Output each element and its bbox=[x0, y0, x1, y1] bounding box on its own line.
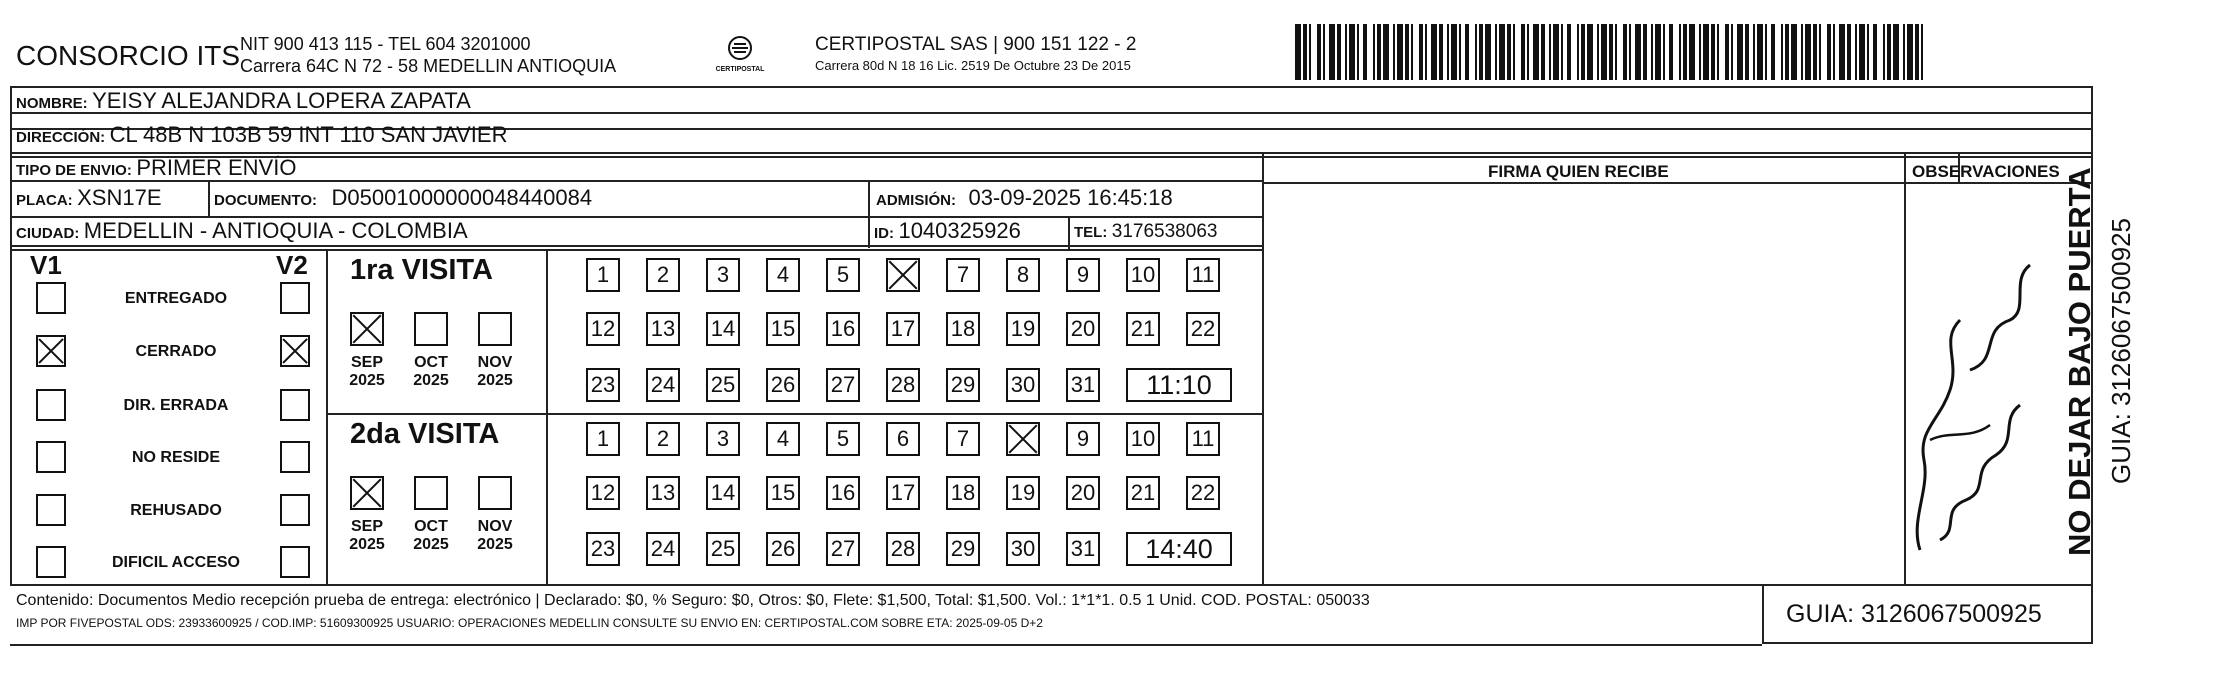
month-name: OCT bbox=[414, 518, 448, 535]
day-box[interactable]: 1 bbox=[586, 422, 620, 456]
v2-checkbox[interactable] bbox=[280, 335, 310, 367]
signature-header: FIRMA QUIEN RECIBE bbox=[1488, 162, 1669, 181]
barcode-bar bbox=[1349, 24, 1355, 80]
day-box[interactable]: 20 bbox=[1066, 476, 1100, 510]
name-label: NOMBRE: bbox=[16, 95, 88, 112]
id-number: 1040325926 bbox=[898, 218, 1021, 243]
day-box[interactable]: 9 bbox=[1066, 258, 1100, 292]
month-year: 2025 bbox=[477, 372, 513, 389]
v1-checkbox[interactable] bbox=[36, 546, 66, 578]
plate: XSN17E bbox=[77, 185, 162, 210]
month-name: NOV bbox=[477, 354, 513, 371]
day-box[interactable]: 29 bbox=[946, 368, 980, 402]
plate-label: PLACA: bbox=[16, 192, 73, 209]
barcode-bar bbox=[1567, 24, 1571, 80]
barcode-bar bbox=[1689, 24, 1695, 80]
document-number: D05001000000048440084 bbox=[331, 185, 593, 210]
day-box[interactable]: 1 bbox=[586, 258, 620, 292]
day-box[interactable]: 18 bbox=[946, 476, 980, 510]
month-label bbox=[406, 518, 456, 554]
day-box[interactable]: 17 bbox=[886, 312, 920, 346]
month-name: SEP bbox=[350, 518, 383, 535]
day-box[interactable]: 7 bbox=[946, 258, 980, 292]
city: MEDELLIN - ANTIOQUIA - COLOMBIA bbox=[83, 218, 468, 243]
courier-name: CERTIPOSTAL SAS | 900 151 122 - 2 bbox=[815, 34, 1137, 55]
barcode-bar bbox=[1495, 24, 1497, 80]
month-checkbox[interactable] bbox=[350, 312, 384, 346]
visit-title: 2da VISITA bbox=[350, 418, 500, 450]
day-box[interactable]: 26 bbox=[766, 532, 800, 566]
barcode-bar bbox=[1601, 24, 1607, 80]
imp-line: IMP POR FIVEPOSTAL ODS: 23933600925 / COD.IMP: 51609300925 USUARIO: OPERACIONES MEDELLIN CONSULTE SU ENVIO EN: CERTIPOSTAL.COM SOBRE ETA: 2025-09-05 D+2 bbox=[16, 616, 1043, 630]
reason-label: DIFICIL ACCESO bbox=[111, 554, 240, 571]
v2-checkbox[interactable] bbox=[280, 389, 310, 421]
tel-label: TEL: bbox=[1074, 224, 1108, 241]
company-address: Carrera 64C N 72 - 58 MEDELLIN ANTIOQUIA bbox=[240, 56, 617, 76]
day-box[interactable]: 8 bbox=[1006, 258, 1040, 292]
day-box[interactable]: 10 bbox=[1126, 258, 1160, 292]
barcode-bar bbox=[1475, 24, 1477, 80]
logo-text: CERTIPOSTAL bbox=[715, 66, 765, 73]
day-box[interactable]: 5 bbox=[826, 422, 860, 456]
barcode-bar bbox=[1731, 24, 1733, 80]
day-box[interactable]: 12 bbox=[586, 312, 620, 346]
barcode-bar bbox=[1867, 24, 1869, 80]
name-row bbox=[16, 88, 471, 114]
month-name: OCT bbox=[414, 354, 448, 371]
barcode-bar bbox=[1711, 24, 1715, 80]
tel-row bbox=[1074, 221, 1217, 243]
reason-label: ENTREGADO bbox=[124, 290, 228, 307]
day-box[interactable]: 27 bbox=[826, 368, 860, 402]
barcode-bar bbox=[1507, 24, 1511, 80]
day-box[interactable]: 22 bbox=[1186, 476, 1220, 510]
barcode-bar bbox=[1737, 24, 1743, 80]
recipient-name: YEISY ALEJANDRA LOPERA ZAPATA bbox=[92, 88, 471, 113]
barcode-bar bbox=[1893, 24, 1899, 80]
barcode-bar bbox=[1745, 24, 1749, 80]
barcode-bar bbox=[1757, 24, 1763, 80]
visit-time[interactable]: 14:40 bbox=[1126, 532, 1232, 566]
barcode-bar bbox=[1887, 24, 1891, 80]
barcode-bar bbox=[1459, 24, 1461, 80]
barcode-bar bbox=[1785, 24, 1789, 80]
barcode-bar bbox=[1635, 24, 1641, 80]
day-box[interactable]: 24 bbox=[646, 368, 680, 402]
month-label bbox=[470, 518, 520, 554]
barcode-bar bbox=[1855, 24, 1857, 80]
day-box[interactable]: 19 bbox=[1006, 476, 1040, 510]
plate-row bbox=[16, 185, 162, 211]
day-box[interactable]: 2 bbox=[646, 258, 680, 292]
visit-title: 1ra VISITA bbox=[350, 254, 493, 286]
day-box[interactable]: 7 bbox=[946, 422, 980, 456]
v1-checkbox[interactable] bbox=[36, 335, 66, 367]
day-box[interactable]: 31 bbox=[1066, 532, 1100, 566]
reason-label: NO RESIDE bbox=[131, 449, 220, 466]
month-label bbox=[470, 354, 520, 390]
barcode-bar bbox=[1513, 24, 1515, 80]
barcode-bar bbox=[1827, 24, 1831, 80]
reason-label: REHUSADO bbox=[130, 502, 222, 519]
month-label bbox=[406, 354, 456, 390]
day-box[interactable]: 25 bbox=[706, 532, 740, 566]
barcode bbox=[1295, 24, 1930, 80]
day-box[interactable]: 11 bbox=[1186, 422, 1220, 456]
month-checkbox[interactable] bbox=[478, 312, 512, 346]
barcode-bar bbox=[1329, 24, 1335, 80]
barcode-bar bbox=[1839, 24, 1845, 80]
barcode-bar bbox=[1813, 24, 1817, 80]
month-name: NOV bbox=[477, 518, 513, 535]
barcode-bar bbox=[1859, 24, 1865, 80]
barcode-bar bbox=[1357, 24, 1359, 80]
day-box[interactable] bbox=[886, 258, 920, 292]
barcode-bar bbox=[1765, 24, 1767, 80]
barcode-bar bbox=[1499, 24, 1505, 80]
barcode-bar bbox=[1921, 24, 1923, 80]
barcode-bar bbox=[1447, 24, 1449, 80]
day-box[interactable]: 12 bbox=[586, 476, 620, 510]
observations-header: OBSERVACIONES bbox=[1912, 162, 2060, 181]
day-box[interactable]: 17 bbox=[886, 476, 920, 510]
barcode-bar bbox=[1609, 24, 1613, 80]
tel-number: 3176538063 bbox=[1111, 221, 1218, 242]
barcode-bar bbox=[1345, 24, 1347, 80]
city-row bbox=[16, 218, 468, 244]
barcode-bar bbox=[1377, 24, 1381, 80]
barcode-bar bbox=[1683, 24, 1687, 80]
barcode-bar bbox=[1833, 24, 1835, 80]
barcode-bar bbox=[1541, 24, 1545, 80]
barcode-bar bbox=[1655, 24, 1661, 80]
day-box[interactable]: 16 bbox=[826, 476, 860, 510]
city-label: CIUDAD: bbox=[16, 225, 80, 242]
month-checkbox[interactable] bbox=[350, 476, 384, 510]
day-box[interactable]: 28 bbox=[886, 532, 920, 566]
barcode-bar bbox=[1425, 24, 1427, 80]
barcode-bar bbox=[1553, 24, 1559, 80]
day-box[interactable]: 20 bbox=[1066, 312, 1100, 346]
company-name: CONSORCIO ITS bbox=[16, 40, 241, 71]
admission-label: ADMISIÓN: bbox=[876, 192, 956, 209]
day-box[interactable]: 24 bbox=[646, 532, 680, 566]
send-type-row bbox=[16, 155, 296, 181]
send-type: PRIMER ENVÍO bbox=[136, 155, 297, 180]
barcode-bar bbox=[1847, 24, 1851, 80]
day-box[interactable]: 30 bbox=[1006, 532, 1040, 566]
day-box[interactable]: 25 bbox=[706, 368, 740, 402]
day-box[interactable]: 29 bbox=[946, 532, 980, 566]
v1-checkbox[interactable] bbox=[36, 441, 66, 473]
barcode-bar bbox=[1577, 24, 1579, 80]
id-label: ID: bbox=[874, 225, 894, 242]
reason-label: CERRADO bbox=[135, 343, 217, 360]
barcode-bar bbox=[1587, 24, 1593, 80]
day-box[interactable]: 6 bbox=[886, 422, 920, 456]
courier-address: Carrera 80d N 18 16 Lic. 2519 De Octubre 23 De 2015 bbox=[815, 58, 1131, 73]
barcode-bar bbox=[1303, 24, 1307, 80]
admission-row bbox=[876, 185, 1173, 211]
barcode-bar bbox=[1623, 24, 1627, 80]
month-year: 2025 bbox=[413, 372, 449, 389]
barcode-bar bbox=[1801, 24, 1803, 80]
day-box[interactable]: 13 bbox=[646, 312, 680, 346]
barcode-bar bbox=[1393, 24, 1395, 80]
side-guia-text: GUIA: 3126067500925 bbox=[2106, 218, 2136, 484]
v2-checkbox[interactable] bbox=[280, 546, 310, 578]
barcode-bar bbox=[1717, 24, 1719, 80]
day-box[interactable]: 3 bbox=[706, 422, 740, 456]
day-box[interactable]: 28 bbox=[886, 368, 920, 402]
barcode-bar bbox=[1451, 24, 1457, 80]
reason-label: DIR. ERRADA bbox=[123, 397, 229, 414]
barcode-bar bbox=[1597, 24, 1599, 80]
barcode-bar bbox=[1629, 24, 1631, 80]
month-year: 2025 bbox=[349, 536, 385, 553]
day-box[interactable]: 27 bbox=[826, 532, 860, 566]
barcode-bar bbox=[1651, 24, 1653, 80]
barcode-bar bbox=[1295, 24, 1301, 80]
barcode-bar bbox=[1753, 24, 1755, 80]
barcode-bar bbox=[1373, 24, 1375, 80]
month-name: SEP bbox=[350, 354, 383, 371]
day-box[interactable]: 14 bbox=[706, 312, 740, 346]
barcode-bar bbox=[1771, 24, 1775, 80]
day-box[interactable] bbox=[1006, 422, 1040, 456]
day-box[interactable]: 21 bbox=[1126, 312, 1160, 346]
barcode-bar bbox=[1915, 24, 1919, 80]
v2-checkbox[interactable] bbox=[280, 494, 310, 526]
barcode-bar bbox=[1643, 24, 1647, 80]
day-box[interactable]: 30 bbox=[1006, 368, 1040, 402]
v1-checkbox[interactable] bbox=[36, 389, 66, 421]
barcode-bar bbox=[1549, 24, 1551, 80]
v1-checkbox[interactable] bbox=[36, 494, 66, 526]
v2-checkbox[interactable] bbox=[280, 441, 310, 473]
barcode-bar bbox=[1615, 24, 1617, 80]
day-box[interactable]: 2 bbox=[646, 422, 680, 456]
send-type-label: TIPO DE ENVIO: bbox=[16, 162, 132, 179]
address-row bbox=[16, 122, 507, 148]
barcode-bar bbox=[1527, 24, 1529, 80]
day-box[interactable]: 10 bbox=[1126, 422, 1160, 456]
month-checkbox[interactable] bbox=[414, 476, 448, 510]
id-row bbox=[874, 218, 1021, 244]
day-box[interactable]: 5 bbox=[826, 258, 860, 292]
barcode-bar bbox=[1781, 24, 1783, 80]
company-nit: NIT 900 413 115 - TEL 604 3201000 bbox=[240, 34, 531, 54]
barcode-bar bbox=[1533, 24, 1539, 80]
day-box[interactable]: 23 bbox=[586, 368, 620, 402]
day-box[interactable]: 11 bbox=[1186, 258, 1220, 292]
document-label: DOCUMENTO: bbox=[214, 192, 318, 209]
barcode-bar bbox=[1521, 24, 1525, 80]
month-year: 2025 bbox=[477, 536, 513, 553]
barcode-bar bbox=[1397, 24, 1403, 80]
barcode-bar bbox=[1439, 24, 1443, 80]
barcode-bar bbox=[1883, 24, 1885, 80]
v2-checkbox[interactable] bbox=[280, 282, 310, 314]
month-year: 2025 bbox=[413, 536, 449, 553]
barcode-bar bbox=[1663, 24, 1665, 80]
month-checkbox[interactable] bbox=[414, 312, 448, 346]
barcode-bar bbox=[1805, 24, 1811, 80]
day-box[interactable]: 31 bbox=[1066, 368, 1100, 402]
barcode-bar bbox=[1873, 24, 1877, 80]
address-label: DIRECCIÓN: bbox=[16, 129, 106, 146]
v1-label: V1 bbox=[30, 250, 62, 280]
day-box[interactable]: 15 bbox=[766, 476, 800, 510]
certipostal-logo bbox=[710, 34, 770, 78]
v2-label: V2 bbox=[276, 250, 308, 280]
day-box[interactable]: 13 bbox=[646, 476, 680, 510]
barcode-bar bbox=[1411, 24, 1413, 80]
barcode-bar bbox=[1323, 24, 1325, 80]
side-warning bbox=[2062, 56, 2102, 556]
admission-date: 03-09-2025 16:45:18 bbox=[968, 185, 1173, 210]
barcode-bar bbox=[1317, 24, 1321, 80]
barcode-bar bbox=[1431, 24, 1437, 80]
v1-checkbox[interactable] bbox=[36, 282, 66, 314]
barcode-bar bbox=[1725, 24, 1729, 80]
barcode-bar bbox=[1703, 24, 1709, 80]
barcode-bar bbox=[1383, 24, 1389, 80]
month-label bbox=[342, 518, 392, 554]
barcode-bar bbox=[1581, 24, 1585, 80]
barcode-bar bbox=[1679, 24, 1681, 80]
day-box[interactable]: 19 bbox=[1006, 312, 1040, 346]
document-row bbox=[214, 185, 592, 211]
barcode-bar bbox=[1791, 24, 1797, 80]
month-checkbox[interactable] bbox=[478, 476, 512, 510]
content-line: Contenido: Documentos Medio recepción prueba de entrega: electrónico | Declarado: $0, % Seguro: $0, Otros: $0, Flete: $1,500, Total: $1,500. Vol.: 1*1*1. 0.5 1 Unid. COD. POSTAL: 050033 bbox=[16, 592, 1370, 609]
barcode-bar bbox=[1561, 24, 1563, 80]
day-box[interactable]: 16 bbox=[826, 312, 860, 346]
side-guia bbox=[2106, 84, 2146, 484]
barcode-bar bbox=[1903, 24, 1905, 80]
barcode-bar bbox=[1337, 24, 1341, 80]
barcode-bar bbox=[1405, 24, 1409, 80]
barcode-bar bbox=[1479, 24, 1483, 80]
day-box[interactable]: 15 bbox=[766, 312, 800, 346]
barcode-bar bbox=[1485, 24, 1491, 80]
barcode-bar bbox=[1699, 24, 1701, 80]
visit-time[interactable]: 11:10 bbox=[1126, 368, 1232, 402]
day-box[interactable]: 4 bbox=[766, 258, 800, 292]
barcode-bar bbox=[1907, 24, 1913, 80]
barcode-bar bbox=[1419, 24, 1423, 80]
day-box[interactable]: 9 bbox=[1066, 422, 1100, 456]
recipient-address: CL 48B N 103B 59 INT 110 SAN JAVIER bbox=[109, 122, 508, 147]
day-box[interactable]: 23 bbox=[586, 532, 620, 566]
day-box[interactable]: 18 bbox=[946, 312, 980, 346]
handwritten-signature bbox=[1900, 240, 2040, 560]
no-dejar-bajo-puerta: NO DEJAR BAJO PUERTA bbox=[2062, 167, 2097, 556]
month-label bbox=[342, 354, 392, 390]
day-box[interactable]: 3 bbox=[706, 258, 740, 292]
footer-guia: GUIA: 3126067500925 bbox=[1786, 600, 2042, 628]
barcode-bar bbox=[1819, 24, 1821, 80]
barcode-bar bbox=[1309, 24, 1311, 80]
day-box[interactable]: 26 bbox=[766, 368, 800, 402]
day-box[interactable]: 4 bbox=[766, 422, 800, 456]
day-box[interactable]: 22 bbox=[1186, 312, 1220, 346]
day-box[interactable]: 21 bbox=[1126, 476, 1160, 510]
barcode-bar bbox=[1363, 24, 1367, 80]
barcode-bar bbox=[1669, 24, 1673, 80]
month-year: 2025 bbox=[349, 372, 385, 389]
barcode-bar bbox=[1465, 24, 1469, 80]
day-box[interactable]: 14 bbox=[706, 476, 740, 510]
